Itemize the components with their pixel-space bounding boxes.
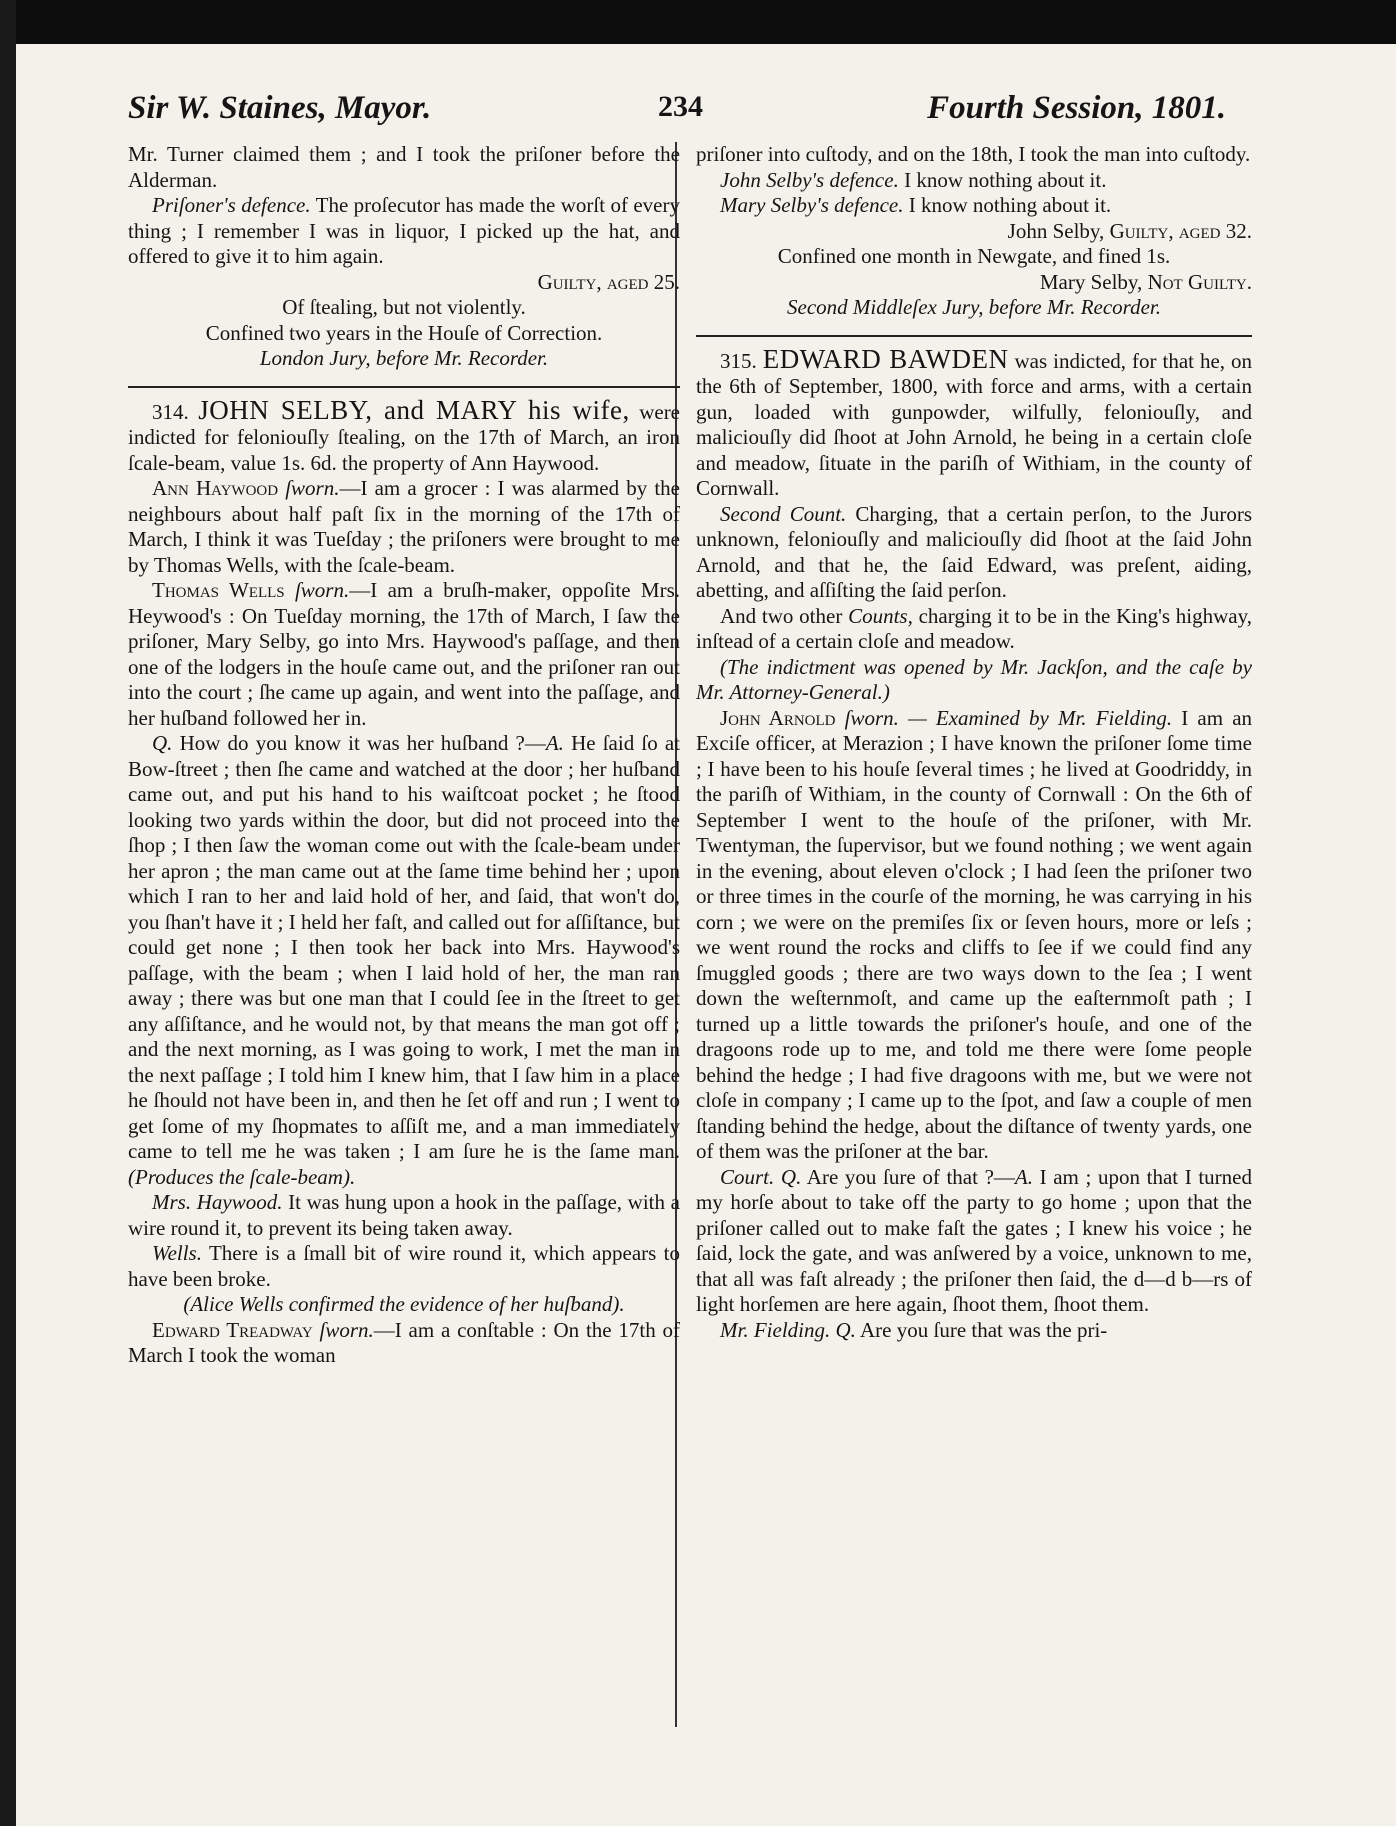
prisoner-defence (128, 193, 680, 270)
question: How do you know it was her huſband ?— (172, 731, 546, 755)
label: Mrs. Haywood. (152, 1190, 283, 1214)
a-label: A. (545, 731, 564, 755)
text: Charging, that a certain perſon, to the Jurors unknown, feloniouſly and maliciouſly did ſhoot at the ſaid John Arnold, and that he, the ſaid Edward, was preſent, aiding, abetting, and aſſiſting the ſaid perſon. (696, 501, 1253, 602)
verdict-text: Guilty, aged 32. (1109, 218, 1252, 243)
question: Are you ſure of that ?— (801, 1164, 1015, 1189)
sentence: Confined one month in Newgate, and fined 1s. (777, 244, 1171, 268)
count (696, 502, 1252, 604)
label: Court. (720, 1164, 775, 1189)
verdict-text: Guilty, aged 25. (537, 269, 680, 294)
testimony (128, 1241, 680, 1292)
defence (696, 193, 1252, 219)
answer: I am ; upon that I turned my horſe about to take off the party to go home ; upon that the priſoner called out to make faſt the gates ; I knew his voice ; he ſaid, lock the gate, and was anſwered by a voice, unknown to me, that all was faſt already ; the priſoner then ſaid, the d—d b—rs of light horſemen are here again, ſhoot them, ſhoot them. (696, 1164, 1252, 1316)
verdict-name: John Selby, (1007, 218, 1110, 243)
text: —I am a conſtable : On the 17th of March I took the woman (128, 1317, 681, 1367)
sentence-note: Of ſtealing, but not violently. (282, 295, 526, 319)
label: Mr. Fielding. (720, 1317, 831, 1342)
label: Second Count. (720, 501, 847, 526)
label: Mary Selby's defence. (720, 193, 904, 217)
sworn: ſworn. (319, 1317, 374, 1342)
verdict-text: Not Guilty. (1147, 269, 1252, 294)
opening-note: (The indictment was opened by Mr. Jackſon, and the caſe by Mr. Attorney-General.) (696, 654, 1252, 704)
text: —I am a bruſh-maker, oppoſite Mrs. Heywood's : On Tueſday morning, the 17th of March, I ſaw the priſoner, Mary Selby, go into Mrs. Haywood's paſſage, and then one of the lodgers in the houſe came out, and the priſoner ran out into the court ; ſhe came up again, and went into the paſſage, and her huſband followed her in. (128, 578, 681, 730)
label: Priſoner's defence. (152, 193, 311, 217)
paragraph: Mr. Turner claimed them ; and I took the priſoner before the Alderman. (128, 142, 680, 192)
jury-note: Second Middleſex Jury, before Mr. Recorder. (787, 295, 1161, 319)
jury-note: London Jury, before Mr. Recorder. (259, 346, 549, 370)
sworn: ſworn. (285, 476, 340, 500)
sworn: ſworn. (294, 578, 350, 602)
label: Wells. (152, 1241, 202, 1265)
label: John Selby's defence. (720, 167, 899, 192)
header-session: Fourth Session, 1801. (927, 90, 1226, 126)
text: Are you ſure that was the pri- (855, 1317, 1108, 1342)
text: The proſecutor has made the worſt of every thing ; I remember I was in liquor, I picked up the hat, and offered to give it to him again. (128, 193, 680, 268)
case-number: 314. (152, 399, 189, 424)
witness-name: John Arnold (720, 705, 836, 730)
verdict-name: Mary Selby, (1039, 269, 1148, 294)
q-label: Q. (152, 731, 173, 755)
left-column (128, 142, 680, 1369)
header-mayor: Sir W. Staines, Mayor. (128, 90, 432, 126)
prefix: And two other (720, 603, 849, 628)
text: It was hung upon a hook in the paſſage, with a wire round it, to prevent its being taken away. (128, 1190, 680, 1240)
section-rule (696, 335, 1252, 337)
q-label: Q. (780, 1164, 802, 1189)
verdict (696, 219, 1252, 245)
witness-testimony (128, 476, 680, 578)
witness-testimony (128, 1318, 680, 1369)
page-header (128, 90, 1226, 136)
a-label: A. (1014, 1164, 1033, 1189)
text: I know nothing about it. (903, 193, 1112, 217)
text: There is a ſmall bit of wire round it, which appears to have been broke. (128, 1241, 680, 1291)
text: —I am a grocer : I was alarmed by the neighbours about half paſt ſix in the morning of the 17th of March, I think it was Tueſday ; the priſoners were brought to me by Thomas Wells, with the ſcale-beam. (128, 476, 680, 577)
verdict (696, 270, 1252, 296)
case-text: were indicted for feloniouſly ſtealing, on the 17th of March, an iron ſcale-beam, value 1s. 6d. the property of Ann Haywood. (128, 399, 681, 475)
witness-testimony (128, 578, 680, 731)
answer: He ſaid ſo at Bow-ſtreet ; then ſhe came and watched at the door ; her huſband came out, and put his hand to his waiſtcoat pocket ; he ſtood looking two yards within the door, but did not proceed into the ſhop ; I then ſaw the woman come out with the ſcale-beam under her apron ; the man came out at the ſame time behind her ; upon which I ran to her and laid hold of her, and ſaid, that won't do, you ſhan't have it ; I held her faſt, and called out for aſſiſtance, but could get none ; I then took her back into Mrs. Haywood's paſſage, with the beam ; when I laid hold of her, the man ran away ; there was but one man that I could ſee in the ſtreet to get any aſſiſtance, and he would not, by that means the man got off ; and the next morning, as I was going to work, I met the man in the next paſſage ; I told him I knew him, that I ſaw him in a place he ſhould not have been in, and then he ſet off and run ; I went to get ſome of my ſhopmates to aſſiſt me, and a man immediately came to tell me he was taken ; I am ſure he is the ſame man. (128, 731, 680, 1163)
defence (696, 168, 1252, 194)
sentence: Confined two years in the Houſe of Correction. (205, 320, 603, 345)
text: charging it to be in the King's highway, inſtead of a certain cloſe and meadow. (696, 603, 1252, 653)
testimony (128, 1190, 680, 1241)
case-heading (128, 394, 681, 477)
witness-testimony (696, 706, 1252, 1165)
confirmation-note: (Alice Wells confirmed the evidence of her huſband). (183, 1292, 625, 1316)
case-defendants: JOHN SELBY, and MARY his wife, (198, 394, 630, 425)
case-text: was indicted, for that he, on the 6th of September, 1800, with force and arms, with a certain gun, loaded with gunpowder, wilfully, feloniouſly, and maliciouſly did ſhoot at John Arnold, he being in a certain cloſe and meadow, ſituate in the pariſh of Withiam, in the county of Cornwall. (696, 348, 1253, 500)
witness-name: Edward Treadway (152, 1317, 313, 1342)
page-number: 234 (658, 90, 703, 123)
case-heading (696, 343, 1253, 502)
case-defendant: EDWARD BAWDEN (762, 343, 1009, 374)
question-answer (128, 731, 680, 1190)
question-answer (696, 1165, 1252, 1318)
question (696, 1318, 1252, 1344)
scan-left-border (0, 0, 16, 1826)
verdict (128, 270, 680, 296)
produces-note: (Produces the ſcale-beam). (128, 1164, 356, 1189)
section-rule (128, 386, 680, 388)
q-label: Q. (835, 1317, 856, 1342)
witness-name: Ann Haywood (152, 476, 279, 500)
witness-name: Thomas Wells (152, 578, 285, 602)
label: Counts, (848, 603, 913, 628)
paragraph: priſoner into cuſtody, and on the 18th, I took the man into cuſtody. (696, 142, 1251, 166)
count (696, 604, 1252, 655)
case-number: 315. (720, 348, 757, 373)
text: I know nothing about it. (898, 167, 1107, 192)
sworn: ſworn. — Examined by Mr. Fielding. (844, 705, 1173, 730)
right-column (696, 142, 1252, 1343)
text: I am an Exciſe officer, at Merazion ; I have known the priſoner ſome time ; I have been to his houſe ſeveral times ; he lived at Goodriddy, in the pariſh of Withiam, in the county of Cornwall : On the 6th of September I went to the houſe of the priſoner, with Mr. Twentyman, the ſupervisor, but we found nothing ; we went again in the evening, about eleven o'clock ; I had ſeen the priſoner two or three times in the courſe of the morning, he was carrying in his corn ; we were on the premiſes ſix or ſeven hours, more or leſs ; we went round the rocks and cliffs to ſee if we could find any ſmuggled goods ; there are two ways down to the ſea ; I went down the weſternmoſt, and came up the eaſternmoſt path ; I turned up a little towards the priſoner's houſe, and one of the dragoons rode up to me, and told me there were ſome people behind the hedge ; I had five dragoons with me, but we were not cloſe in company ; I came up to the ſpot, and ſaw a couple of men ſtanding behind the hedge, about the diſtance of twenty yards, one of them was the priſoner at the bar. (696, 705, 1253, 1163)
